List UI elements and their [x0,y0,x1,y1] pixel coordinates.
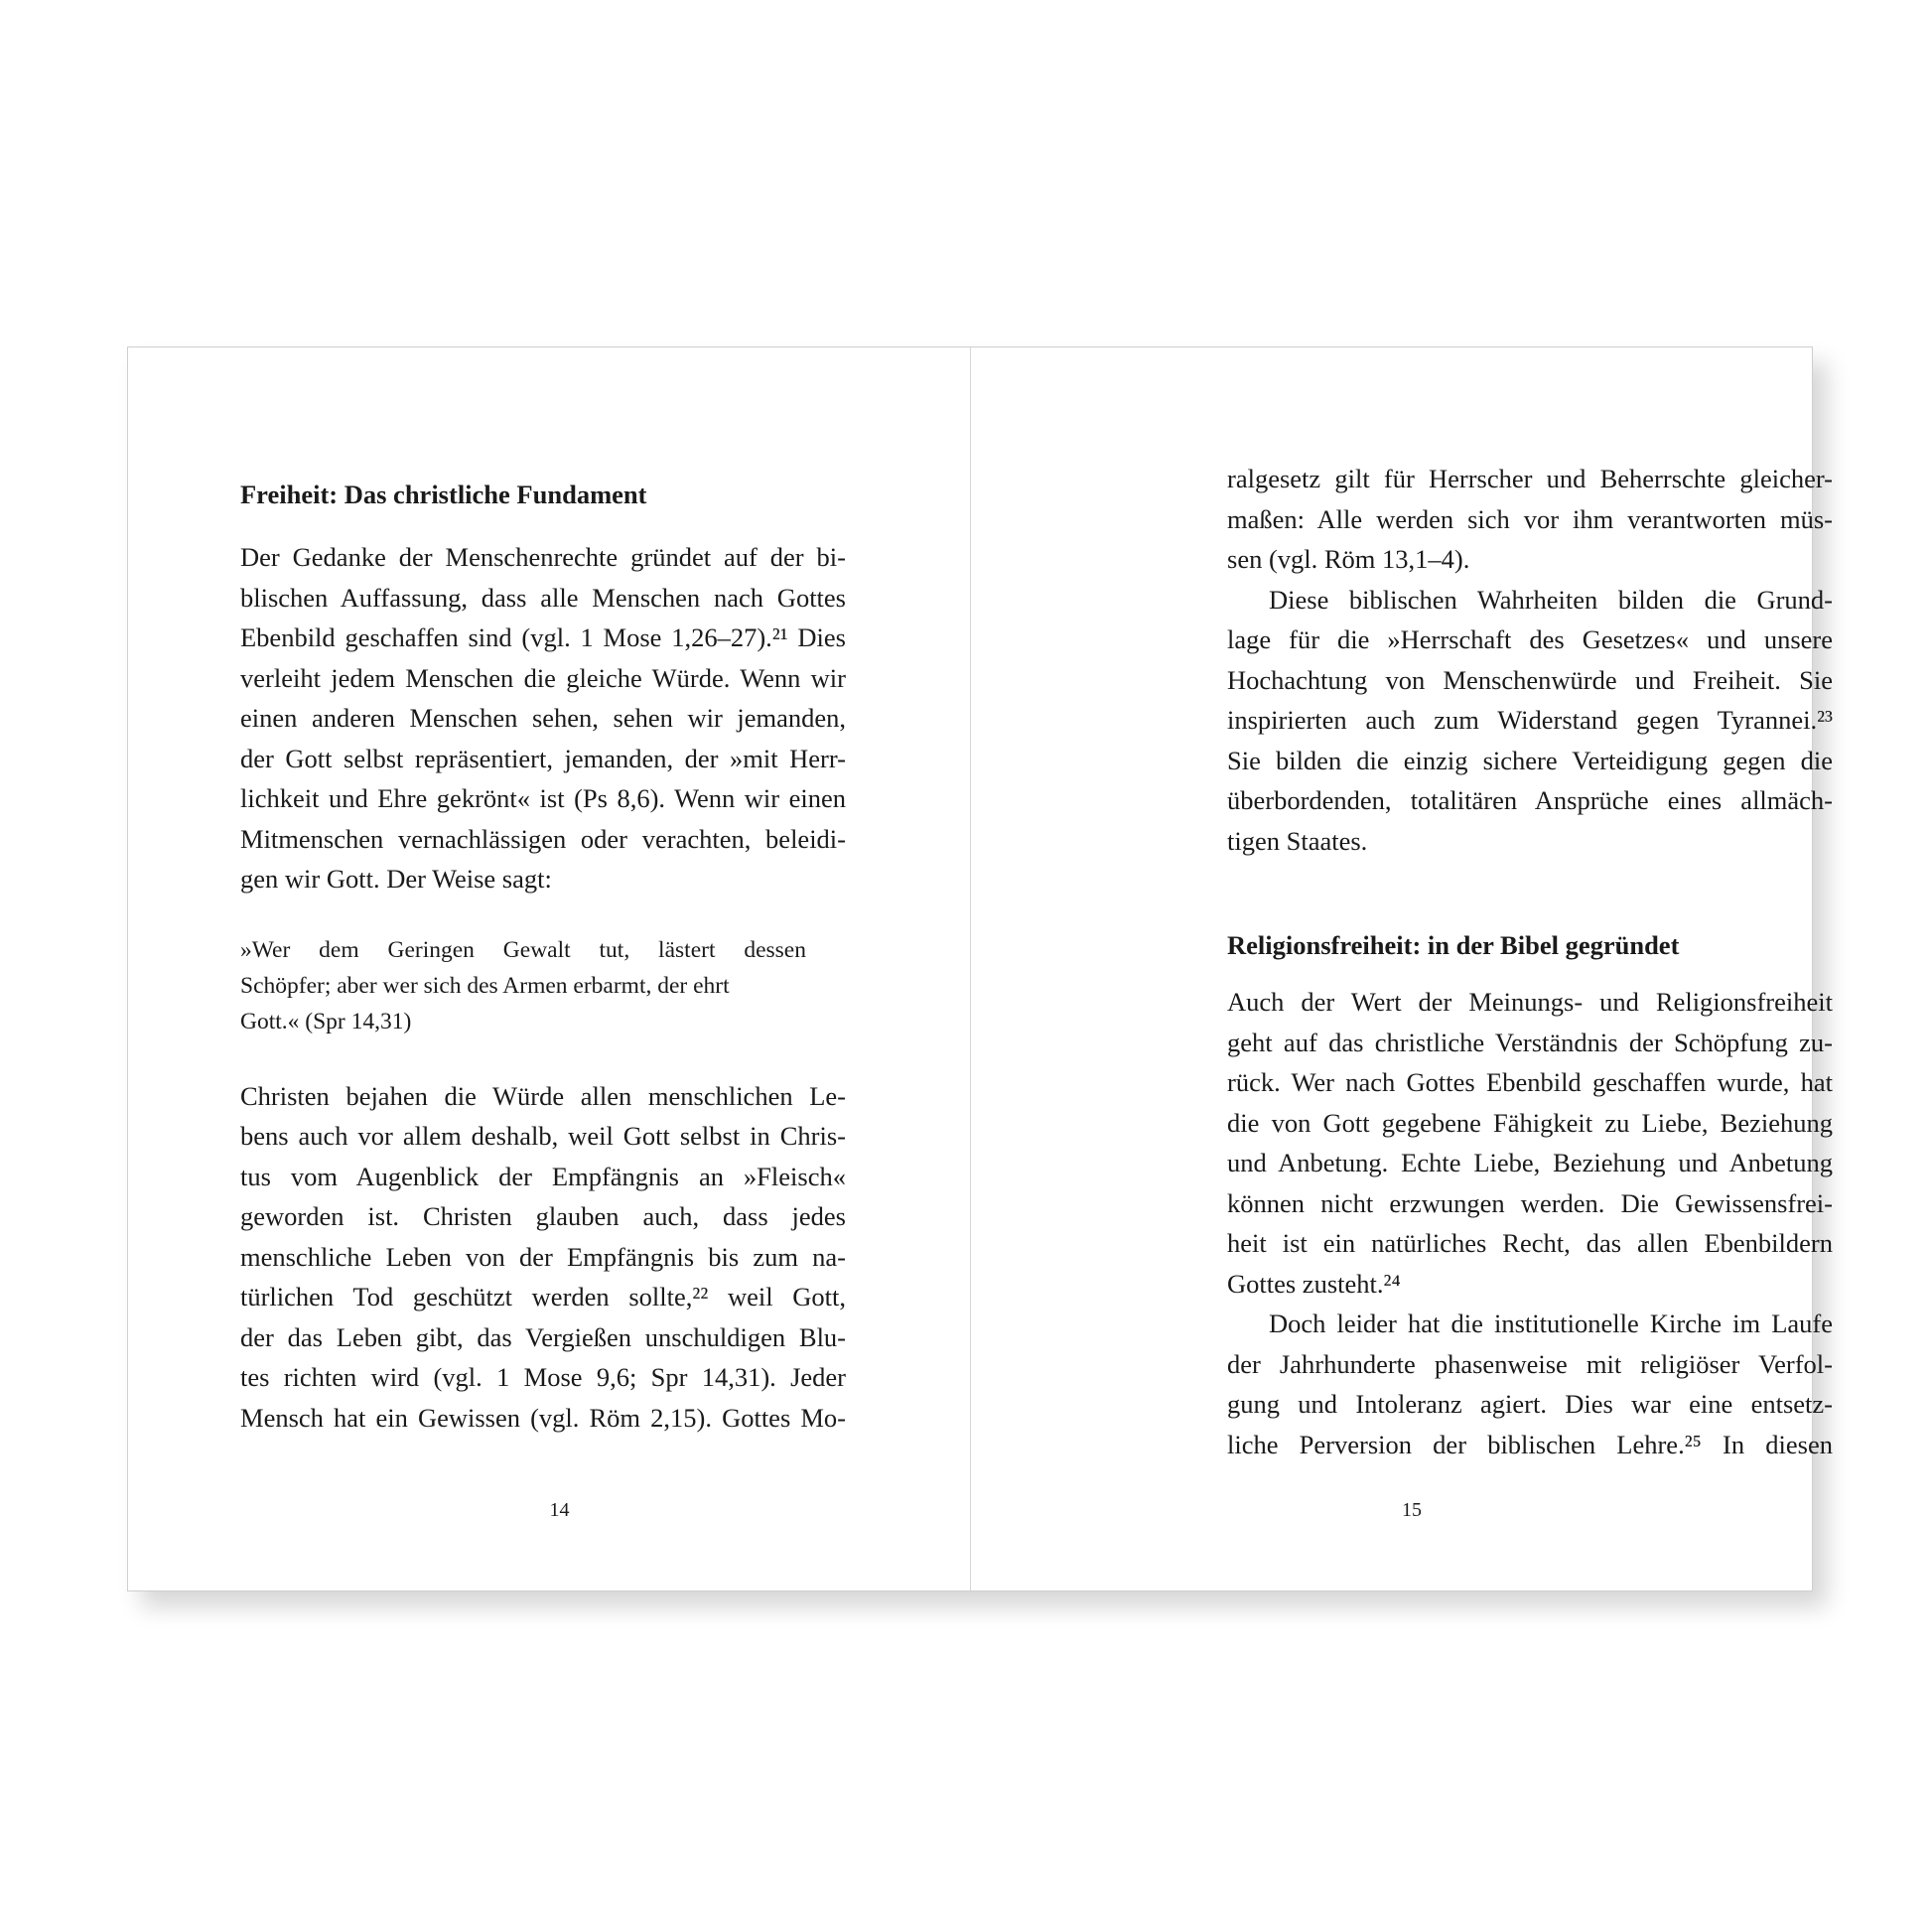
page-number: 15 [1402,1499,1422,1521]
paragraph: Der Gedanke der Menschenrechte gründet auf der bi- blischen Auffassung, dass alle Menschen nach Gottes Ebenbild geschaffen sind (vgl. 1 Mose 1,26–27).²¹ Dies verleiht jedem Menschen die gleiche Würde. Wenn wir einen anderen Menschen sehen, sehen wir jemanden, der Gott selbst repräsentiert, jemanden, der »mit Herr- lichkeit und Ehre gekrönt« ist (Ps 8,6). Wenn wir einen Mitmenschen vernachlässigen oder verachten, beleidi- gen wir Gott. Der Weise sagt: [240,542,846,894]
paragraph: Christen bejahen die Würde allen menschlichen Le- bens auch vor allem deshalb, weil Gott selbst in Chris- tus vom Augenblick der Empfängnis an »Fleisch« geworden ist. Christen glauben auch, dass jedes menschliche Leben von der Empfängnis bis zum na- türlichen Tod geschützt werden sollte,²² weil Gott, der das Leben gibt, das Vergießen unschuldigen Blu- tes richten wird (vgl. 1 Mose 9,6; Spr 14,31). Jeder Mensch hat ein Gewissen (vgl. Röm 2,15). Gottes Mo- [240,1080,846,1433]
page-number: 14 [549,1499,570,1521]
left-page [128,347,970,1590]
block-quote: »Wer dem Geringen Gewalt tut, lästert dessen Schöpfer; aber wer sich des Armen erbarmt, der ehrt Gott.« (Spr 14,31) [240,936,806,1035]
right-page [971,347,1833,1590]
paragraph: Auch der Wert der Meinungs- und Religionsfreiheit geht auf das christliche Verständnis der Schöpfung zu- rück. Wer nach Gottes Ebenbild geschaffen wurde, hat die von Gott gegebene Fähigkeit zu Liebe, Beziehung und Anbetung. Echte Liebe, Beziehung und Anbetung können nicht erzwungen werden. Die Gewissensfrei- heit ist ein natürliches Recht, das allen Ebenbildern Gottes zusteht.²⁴ [1227,987,1833,1299]
book-spread [127,346,1833,1591]
left-text-column [240,475,846,1438]
section-heading: Freiheit: Das christliche Fundament [240,480,647,509]
paragraph: Diese biblischen Wahrheiten bilden die Grund- lage für die »Herrschaft des Gesetzes« und unsere Hochachtung von Menschenwürde und Freiheit. Sie inspirierten auch zum Widerstand gegen Tyrannei.²³ Sie bilden die einzig sichere Verteidigung gegen die überbordenden, totalitären Ansprüche eines allmäch- tigen Staates. [1227,584,1833,856]
paragraph: ralgesetz gilt für Herrscher und Beherrschte gleicher- maßen: Alle werden sich vor ihm verantworten müs- sen (vgl. Röm 13,1–4). [1227,464,1833,574]
section-heading: Religionsfreiheit: in der Bibel gegründet [1227,930,1680,960]
right-text-column [1227,459,1833,1464]
paragraph: Doch leider hat die institutionelle Kirche im Laufe der Jahrhunderte phasenweise mit religiöser Verfol- gung und Intoleranz agiert. Dies war eine entsetz- liche Perversion der biblischen Lehre.²⁵ In diesen [1227,1309,1833,1459]
